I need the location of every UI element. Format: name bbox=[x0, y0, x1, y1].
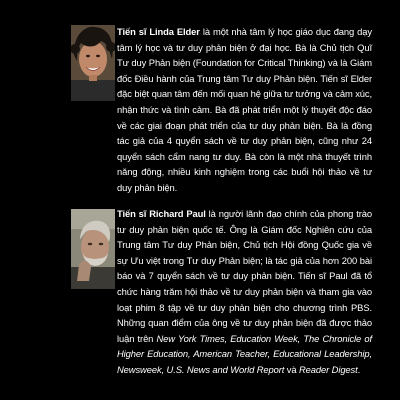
author-name: Tiến sĩ Richard Paul bbox=[117, 208, 206, 219]
publication-list: New York Times, Education Week, The Chronicle of Higher Education, American Teacher, Educational Leadership, Newsweek, U.S. News and World Report bbox=[117, 332, 372, 375]
final-publication: Reader Digest bbox=[299, 363, 358, 375]
author-bio-richard-paul bbox=[117, 206, 372, 378]
author-bio-linda-elder bbox=[117, 24, 372, 196]
author-bio-text: là người lãnh đạo chính của phong trào tư duy phản biện quốc tế. Ông là Giám đốc Nghiên cứu của Trung tâm Tư duy Phản biện, Chủ tịch Hội đồng Quốc gia về sự Ưu việt trong Tư duy Phản biện; là tác giả của hơn 200 bài báo và 7 quyển sách về tư duy phản biện. Tiến sĩ Paul đã tổ chức hàng trăm hội thảo về tư duy phản biện và tham gia vào loạt phim 8 tập về tư duy phản biện cho chương trình PBS. Những quan điểm của ông về tư duy phản biện đã được thảo luận trên bbox=[117, 208, 372, 344]
author-photo-richard-paul bbox=[71, 209, 115, 289]
bio-end-punctuation: . bbox=[357, 363, 361, 375]
author-name: Tiến sĩ Linda Elder bbox=[117, 26, 200, 37]
conjunction-text: và bbox=[284, 363, 300, 375]
author-bio-text: là một nhà tâm lý học giáo dục đang dạy tâm lý học và tư duy phản biện ở đại học. Bà là Chủ tịch Quĩ Tư duy Phản biện (Foundation for Critical Thinking) và là Giám đốc Điều hành của Trung tâm Tư duy Phản biện. Tiến sĩ Elder đặc biệt quan tâm đến mối quan hệ giữa tư tưởng và cảm xúc, nhận thức và tình cảm. Bà đã phát triển một lý thuyết độc đáo về các giai đoạn phát triển của tư duy phản biện. Bà là đồng tác giả của 4 quyển sách về tư duy phản biện, cũng như 24 quyển sách cẩm nang tư duy. Bà còn là một nhà thuyết trình năng động, nhiều kinh nghiệm trong các buổi hội thảo về tư duy phản biện. bbox=[117, 26, 372, 193]
author-photo-linda-elder bbox=[71, 25, 115, 101]
